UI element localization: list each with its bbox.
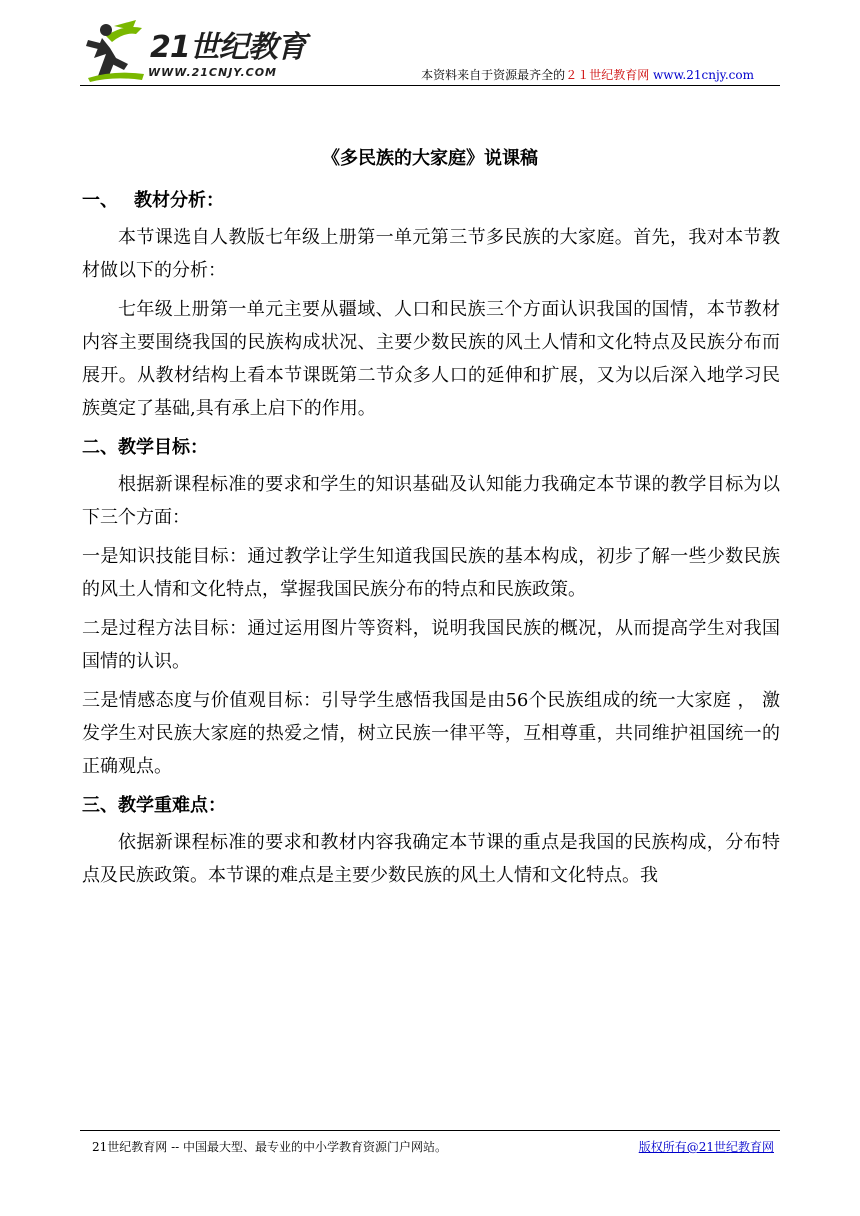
section-number: 一、 [82,190,118,211]
logo-text: 21世纪教育 [150,30,306,65]
running-figure-icon [84,18,154,84]
document-title: 《多民族的大家庭》说课稿 [322,148,538,169]
header-note-site: ２１世纪教育网 [565,68,650,82]
header-note-url[interactable]: www.21cnjy.com [653,68,754,82]
logo-url: WWW.21CNJY.COM [148,66,277,79]
section-heading-2: 二、教学目标： [82,437,208,458]
header-note-prefix: 本资料来自于资源最齐全的 [421,68,566,82]
paragraph: 依据新课程标准的要求和教材内容我确定本节课的重点是我国的民族构成，分布特点及民族政策。本节课的难点是主要少数民族的风土人情和文化特点。我 [82,832,780,886]
section-heading-1 [82,184,780,217]
paragraph: 一是知识技能目标：通过教学让学生知道我国民族的基本构成，初步了解一些少数民族的风土人情和文化特点，掌握我国民族分布的特点和民族政策。 [82,546,780,600]
section-heading-text: 教材分析： [134,190,224,211]
paragraph: 根据新课程标准的要求和学生的知识基础及认知能力我确定本节课的教学目标为以下三个方面： [82,474,780,528]
site-logo [84,18,306,86]
footer-divider [80,1130,780,1131]
header-divider [80,85,780,86]
section-heading-3: 三、教学重难点： [82,795,226,816]
footer-text: 21世纪教育网 -- 中国最大型、最专业的中小学教育资源门户网站。 [92,1140,448,1154]
footer-copyright-link[interactable]: 版权所有@21世纪教育网 [638,1140,774,1154]
paragraph: 二是过程方法目标：通过运用图片等资料，说明我国民族的概况，从而提高学生对我国国情的认识。 [82,618,780,672]
paragraph: 本节课选自人教版七年级上册第一单元第三节多民族的大家庭。首先，我对本节教材做以下的分析： [82,227,780,281]
paragraph: 三是情感态度与价值观目标：引导学生感悟我国是由56个民族组成的统一大家庭 ， 激发学生对民族大家庭的热爱之情，树立民族一律平等，互相尊重，共同维护祖国统一的正确观点。 [82,690,780,777]
document-body [82,180,780,892]
header-source-note [421,66,754,83]
paragraph: 七年级上册第一单元主要从疆域、人口和民族三个方面认识我国的国情，本节教材内容主要围绕我国的民族构成状况、主要少数民族的风土人情和文化特点及民族分布而展开。从教材结构上看本节课既第二节众多人口的延伸和扩展，又为以后深入地学习民族奠定了基础,具有承上启下的作用。 [82,299,780,419]
